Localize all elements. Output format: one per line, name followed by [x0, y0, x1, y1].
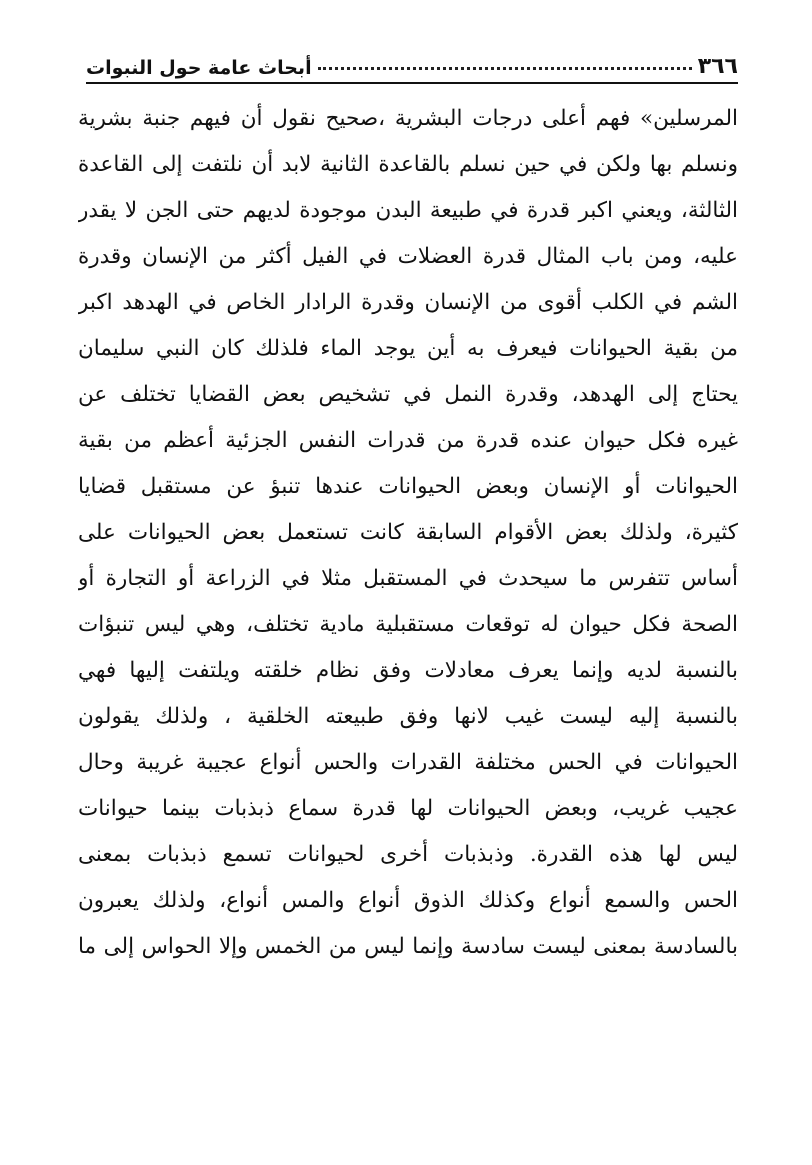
text-line: بالسادسة بمعنى ليست سادسة وإنما ليس من الخمس وإلا الحواس إلى ما — [78, 934, 738, 959]
text-line: الحيوانات في الحس مختلفة القدرات والحس أنواع عجيبة غريبة وحال — [78, 750, 738, 775]
text-line: يحتاج إلى الهدهد، وقدرة النمل في تشخيص بعض القضايا تختلف عن — [78, 382, 738, 407]
text-line: عجيب غريب، وبعض الحيوانات لها قدرة سماع ذبذبات بينما حيوانات — [78, 796, 738, 821]
body-text — [78, 96, 738, 970]
text-line: الصحة فكل حيوان له توقعات مستقبلية مادية تختلف، وهي ليس تنبؤات — [78, 612, 738, 637]
header-dot-leader — [318, 67, 692, 70]
text-line: أساس تتفرس ما سيحدث في المستقبل مثلا في الزراعة أو التجارة أو — [78, 566, 738, 591]
text-line: ليس لها هذه القدرة. وذبذبات أخرى لحيوانات تسمع ذبذبات بمعنى — [78, 842, 738, 867]
page-header — [86, 38, 738, 84]
text-line: كثيرة، ولذلك بعض الأقوام السابقة كانت تستعمل بعض الحيوانات على — [78, 520, 738, 545]
text-line: من بقية الحيوانات فيعرف به أين يوجد الماء فلذلك كان النبي سليمان — [78, 336, 738, 361]
text-line: الثالثة، ويعني اكبر قدرة في طبيعة البدن موجودة لديهم حتى الجن لا يقدر — [78, 198, 738, 223]
text-line: بالنسبة إليه ليست غيب لانها وفق طبيعته الخلقية ، ولذلك يقولون — [78, 704, 738, 729]
text-line: الحس والسمع أنواع وكذلك الذوق أنواع والمس أنواع، ولذلك يعبرون — [78, 888, 738, 913]
text-line: ونسلم بها ولكن في حين نسلم بالقاعدة الثانية لابد أن نلتفت إلى القاعدة — [78, 152, 738, 177]
text-line: الشم في الكلب أقوى من الإنسان وقدرة الرادار الخاص في الهدهد اكبر — [78, 290, 738, 315]
text-line: عليه، ومن باب المثال قدرة العضلات في الفيل أكثر من الإنسان وقدرة — [78, 244, 738, 269]
running-title: أبحاث عامة حول النبوات — [86, 57, 312, 79]
page-number: ٣٦٦ — [697, 54, 738, 79]
text-line: بالنسبة لديه وإنما يعرف معادلات وفق نظام خلقته ويلتفت إليها فهي — [78, 658, 738, 683]
text-line: غيره فكل حيوان عنده قدرة من قدرات النفس الجزئية أعظم من بقية — [78, 428, 738, 453]
text-line: المرسلين» فهم أعلى درجات البشرية ،صحيح نقول أن فيهم جنبة بشرية — [78, 106, 738, 131]
text-line: الحيوانات أو الإنسان وبعض الحيوانات عندها تنبؤ عن مستقبل قضايا — [78, 474, 738, 499]
